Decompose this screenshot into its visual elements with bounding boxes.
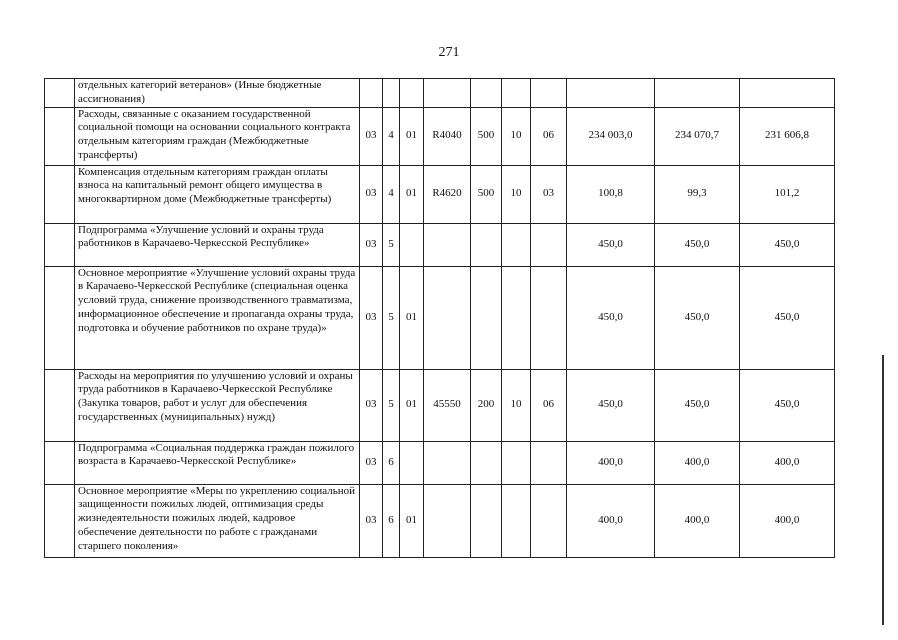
row-index-cell xyxy=(45,484,75,557)
row-value-cell: 03 xyxy=(360,165,383,223)
row-value-cell: 400,0 xyxy=(740,441,835,484)
row-value-cell: 01 xyxy=(400,484,424,557)
table-row xyxy=(45,165,835,223)
row-value-cell: R4040 xyxy=(424,107,471,165)
row-value-cell xyxy=(502,441,531,484)
row-value-cell: 400,0 xyxy=(567,484,655,557)
table-row xyxy=(45,484,835,557)
row-value-cell: 03 xyxy=(360,223,383,266)
row-value-cell: 450,0 xyxy=(655,266,740,369)
row-value-cell: 450,0 xyxy=(567,369,655,441)
row-value-cell: 450,0 xyxy=(740,223,835,266)
row-value-cell xyxy=(531,441,567,484)
row-name-cell: Компенсация отдельным категориям граждан оплаты взноса на капитальный ремонт общего имущества в многоквартирном доме (Межбюджетные трансферты) xyxy=(75,165,360,223)
row-value-cell: 03 xyxy=(360,484,383,557)
row-value-cell: 400,0 xyxy=(655,441,740,484)
row-value-cell: 99,3 xyxy=(655,165,740,223)
row-value-cell: 03 xyxy=(360,441,383,484)
row-value-cell: 200 xyxy=(471,369,502,441)
row-index-cell xyxy=(45,266,75,369)
row-value-cell: 234 070,7 xyxy=(655,107,740,165)
row-value-cell: 500 xyxy=(471,165,502,223)
table-row xyxy=(45,266,835,369)
row-index-cell xyxy=(45,441,75,484)
row-value-cell: 10 xyxy=(502,369,531,441)
row-name-cell: отдельных категорий ветеранов» (Иные бюджетные ассигнования) xyxy=(75,79,360,108)
row-value-cell xyxy=(471,441,502,484)
row-value-cell xyxy=(400,441,424,484)
row-value-cell: 5 xyxy=(383,266,400,369)
row-name-cell: Основное мероприятие «Улучшение условий охраны труда в Карачаево-Черкесской Республике (специальная оценка условий труда, снижение производственного травматизма, информационное обеспечение и пропаганда охраны труда, подготовка и обучение работников по охране труда)» xyxy=(75,266,360,369)
row-name-cell: Подпрограмма «Улучшение условий и охраны труда работников в Карачаево-Черкесской Республике» xyxy=(75,223,360,266)
row-name-cell: Расходы на мероприятия по улучшению условий и охраны труда работников в Карачаево-Черкесской Республике (Закупка товаров, работ и услуг для обеспечения государственных (муниципальных) нужд) xyxy=(75,369,360,441)
row-value-cell: 400,0 xyxy=(567,441,655,484)
row-index-cell xyxy=(45,79,75,108)
budget-table xyxy=(44,78,835,558)
row-value-cell: 10 xyxy=(502,107,531,165)
row-value-cell: 01 xyxy=(400,369,424,441)
row-value-cell xyxy=(424,223,471,266)
row-value-cell: 450,0 xyxy=(655,369,740,441)
row-value-cell xyxy=(424,266,471,369)
row-value-cell: 03 xyxy=(360,107,383,165)
row-value-cell: 450,0 xyxy=(655,223,740,266)
row-value-cell xyxy=(424,441,471,484)
row-value-cell: 101,2 xyxy=(740,165,835,223)
row-value-cell xyxy=(471,266,502,369)
table-row xyxy=(45,79,835,108)
row-value-cell: 6 xyxy=(383,441,400,484)
row-value-cell xyxy=(471,223,502,266)
row-value-cell xyxy=(383,79,400,108)
table-row xyxy=(45,441,835,484)
row-value-cell xyxy=(531,223,567,266)
row-value-cell: 450,0 xyxy=(740,266,835,369)
row-value-cell xyxy=(502,266,531,369)
row-value-cell: 01 xyxy=(400,107,424,165)
row-value-cell: 450,0 xyxy=(740,369,835,441)
page-number: 271 xyxy=(438,45,460,60)
table-row xyxy=(45,223,835,266)
table-row xyxy=(45,107,835,165)
row-value-cell xyxy=(567,79,655,108)
row-name-cell: Расходы, связанные с оказанием государственной социальной помощи на основании социального контракта отдельным категориям граждан (Межбюджетные трансферты) xyxy=(75,107,360,165)
row-value-cell: 01 xyxy=(400,266,424,369)
row-value-cell: 4 xyxy=(383,107,400,165)
row-value-cell: 03 xyxy=(531,165,567,223)
row-value-cell xyxy=(502,79,531,108)
row-value-cell xyxy=(471,484,502,557)
row-index-cell xyxy=(45,223,75,266)
row-value-cell xyxy=(502,484,531,557)
row-value-cell: 231 606,8 xyxy=(740,107,835,165)
row-value-cell: 100,8 xyxy=(567,165,655,223)
row-value-cell xyxy=(531,79,567,108)
row-value-cell: 03 xyxy=(360,266,383,369)
row-value-cell xyxy=(424,79,471,108)
row-name-cell: Основное мероприятие «Меры по укреплению социальной защищенности пожилых людей, оптимизация среды жизнедеятельности пожилых людей, кадровое обеспечение деятельности по работе с гражданами старшего поколения» xyxy=(75,484,360,557)
row-value-cell: 6 xyxy=(383,484,400,557)
row-value-cell xyxy=(471,79,502,108)
row-value-cell xyxy=(360,79,383,108)
row-value-cell xyxy=(400,223,424,266)
row-value-cell: 03 xyxy=(360,369,383,441)
row-value-cell: 06 xyxy=(531,369,567,441)
row-value-cell: 5 xyxy=(383,223,400,266)
row-index-cell xyxy=(45,107,75,165)
row-value-cell xyxy=(400,79,424,108)
table-row xyxy=(45,369,835,441)
row-index-cell xyxy=(45,165,75,223)
row-value-cell: 450,0 xyxy=(567,223,655,266)
row-value-cell xyxy=(655,79,740,108)
row-value-cell xyxy=(531,266,567,369)
row-name-cell: Подпрограмма «Социальная поддержка граждан пожилого возраста в Карачаево-Черкесской Республике» xyxy=(75,441,360,484)
row-value-cell: 234 003,0 xyxy=(567,107,655,165)
row-value-cell: R4620 xyxy=(424,165,471,223)
row-value-cell: 5 xyxy=(383,369,400,441)
row-value-cell: 400,0 xyxy=(740,484,835,557)
row-value-cell: 45550 xyxy=(424,369,471,441)
row-value-cell xyxy=(424,484,471,557)
page-edge-rule xyxy=(882,355,884,625)
row-value-cell: 500 xyxy=(471,107,502,165)
row-value-cell: 450,0 xyxy=(567,266,655,369)
row-value-cell: 01 xyxy=(400,165,424,223)
row-value-cell xyxy=(531,484,567,557)
row-value-cell xyxy=(502,223,531,266)
row-value-cell xyxy=(740,79,835,108)
row-value-cell: 4 xyxy=(383,165,400,223)
row-value-cell: 06 xyxy=(531,107,567,165)
row-value-cell: 400,0 xyxy=(655,484,740,557)
row-index-cell xyxy=(45,369,75,441)
row-value-cell: 10 xyxy=(502,165,531,223)
